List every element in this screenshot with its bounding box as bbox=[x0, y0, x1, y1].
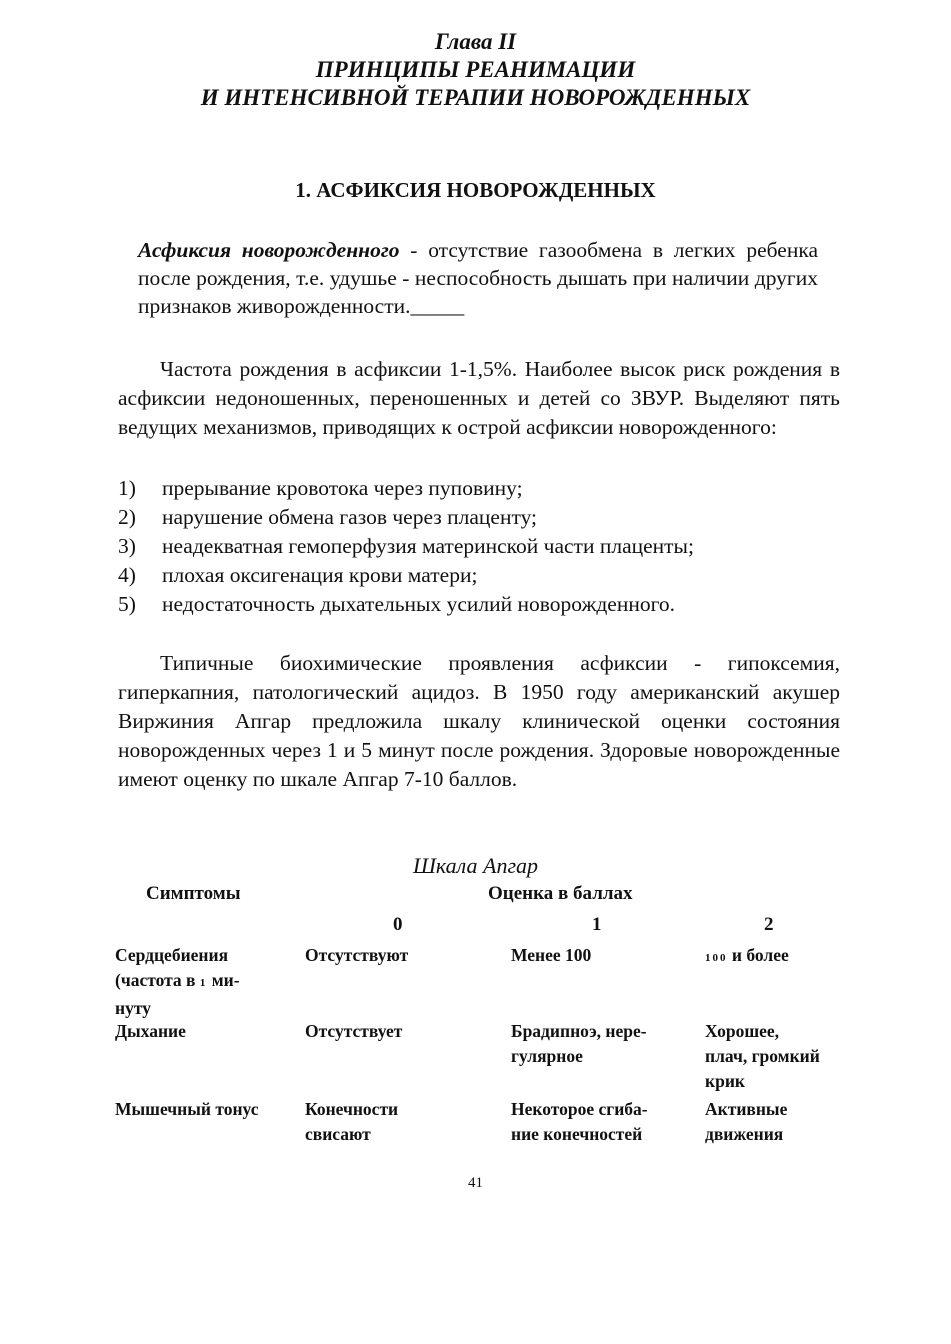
table-row bbox=[115, 943, 240, 1021]
score-line: Активные bbox=[705, 1099, 788, 1119]
score-line: свисают bbox=[305, 1124, 371, 1144]
list-item-number: 3) bbox=[118, 534, 136, 558]
paragraph-frequency: Частота рождения в асфиксии 1-1,5%. Наиболее высок риск рождения в асфиксии недоношенных, переношенных и детей со ЗВУР. Выделяют пять ведущих механизмов, приводящих к острой асфиксии новорожденного: bbox=[118, 357, 840, 439]
score-line: Конечности bbox=[305, 1099, 399, 1119]
score-line: Хорошее, bbox=[705, 1021, 780, 1041]
paragraph-biochemistry: Типичные биохимические проявления асфиксии - гипоксемия, гиперкапния, патологический ацидоз. В 1950 году американский акушер Виржиния Апгар предложила шкалу клинической оценки состояния новорожденных через 1 и 5 минут после рождения. Здоровые новорожденные имеют оценку по шкале Апгар 7-10 баллов. bbox=[118, 651, 840, 791]
symptom-text-part: ми- bbox=[207, 970, 240, 990]
list-item bbox=[118, 561, 840, 590]
section-title: 1. АСФИКСИЯ НОВОРОЖДЕННЫХ bbox=[295, 178, 656, 202]
chapter-title-line-1: ПРИНЦИПЫ РЕАНИМАЦИИ bbox=[315, 57, 636, 82]
score-0-muscle-tone bbox=[305, 1097, 398, 1147]
score-1-breathing bbox=[511, 1019, 647, 1069]
list-item bbox=[118, 503, 840, 532]
score-text: и более bbox=[727, 945, 789, 965]
score-line: Брадипноэ, нере- bbox=[511, 1021, 647, 1041]
mechanisms-list bbox=[118, 474, 840, 619]
list-item-number: 5) bbox=[118, 592, 136, 616]
list-item bbox=[118, 590, 840, 619]
score-2-muscle-tone bbox=[705, 1097, 787, 1147]
list-item-text: нарушение обмена газов через плаценту; bbox=[162, 505, 538, 529]
header-symptoms: Симптомы bbox=[146, 883, 241, 904]
list-item-text: плохая оксигенация крови матери; bbox=[162, 563, 478, 587]
header-score-1: 1 bbox=[592, 914, 602, 935]
chapter-title-line-2: И ИНТЕНСИВНОЙ ТЕРАПИИ НОВОРОЖДЕННЫХ bbox=[200, 85, 751, 110]
symptom-heart-rate: Сердцебиения bbox=[115, 945, 229, 965]
score-1-heart-rate: Менее 100 bbox=[511, 945, 592, 965]
score-line: ние конечностей bbox=[511, 1124, 643, 1144]
list-item-text: неадекватная гемоперфузия материнской части плаценты; bbox=[162, 534, 694, 558]
score-0-breathing: Отсутствует bbox=[305, 1021, 403, 1041]
symptom-breathing: Дыхание bbox=[115, 1021, 186, 1041]
symptom-small-digit: 1 bbox=[199, 977, 208, 989]
symptom-heart-rate-line-3: нуту bbox=[115, 998, 151, 1018]
score-line: крик bbox=[705, 1071, 745, 1091]
list-item-number: 1) bbox=[118, 476, 136, 500]
symptom-text-part: (частота в bbox=[115, 970, 200, 990]
score-line: гулярное bbox=[511, 1046, 583, 1066]
score-2-breathing bbox=[705, 1019, 820, 1094]
list-item-text: прерывание кровотока через пуповину; bbox=[162, 476, 523, 500]
score-line: Некоторое сгиба- bbox=[511, 1099, 648, 1119]
score-1-muscle-tone bbox=[511, 1097, 648, 1147]
definition-block bbox=[138, 236, 818, 320]
definition-term: Асфиксия новорожденного bbox=[138, 238, 400, 262]
score-line: движения bbox=[705, 1124, 784, 1144]
score-small-digits: 100 bbox=[705, 952, 728, 964]
list-item-text: недостаточность дыхательных усилий новорожденного. bbox=[162, 592, 675, 616]
table-caption: Шкала Апгар bbox=[412, 853, 539, 878]
page-number: 41 bbox=[468, 1175, 483, 1191]
header-score-2: 2 bbox=[764, 914, 774, 935]
list-item-number: 4) bbox=[118, 563, 136, 587]
symptom-heart-rate-line-2 bbox=[115, 968, 240, 996]
list-item bbox=[118, 532, 840, 561]
score-line: плач, громкий bbox=[705, 1046, 820, 1066]
header-score: Оценка в баллах bbox=[488, 883, 633, 904]
list-item-number: 2) bbox=[118, 505, 136, 529]
chapter-label: Глава II bbox=[434, 29, 517, 54]
definition-text: - отсутствие газообмена в легких ребенка после рождения, т.е. удушье - неспособность дышать при наличии других признаков живорожденности._____ bbox=[138, 238, 818, 318]
symptom-muscle-tone: Мышечный тонус bbox=[115, 1099, 259, 1119]
score-0-heart-rate: Отсутствуют bbox=[305, 945, 409, 965]
score-2-heart-rate bbox=[705, 943, 789, 971]
header-score-0: 0 bbox=[393, 914, 403, 935]
chapter-header bbox=[0, 28, 951, 112]
list-item bbox=[118, 474, 840, 503]
